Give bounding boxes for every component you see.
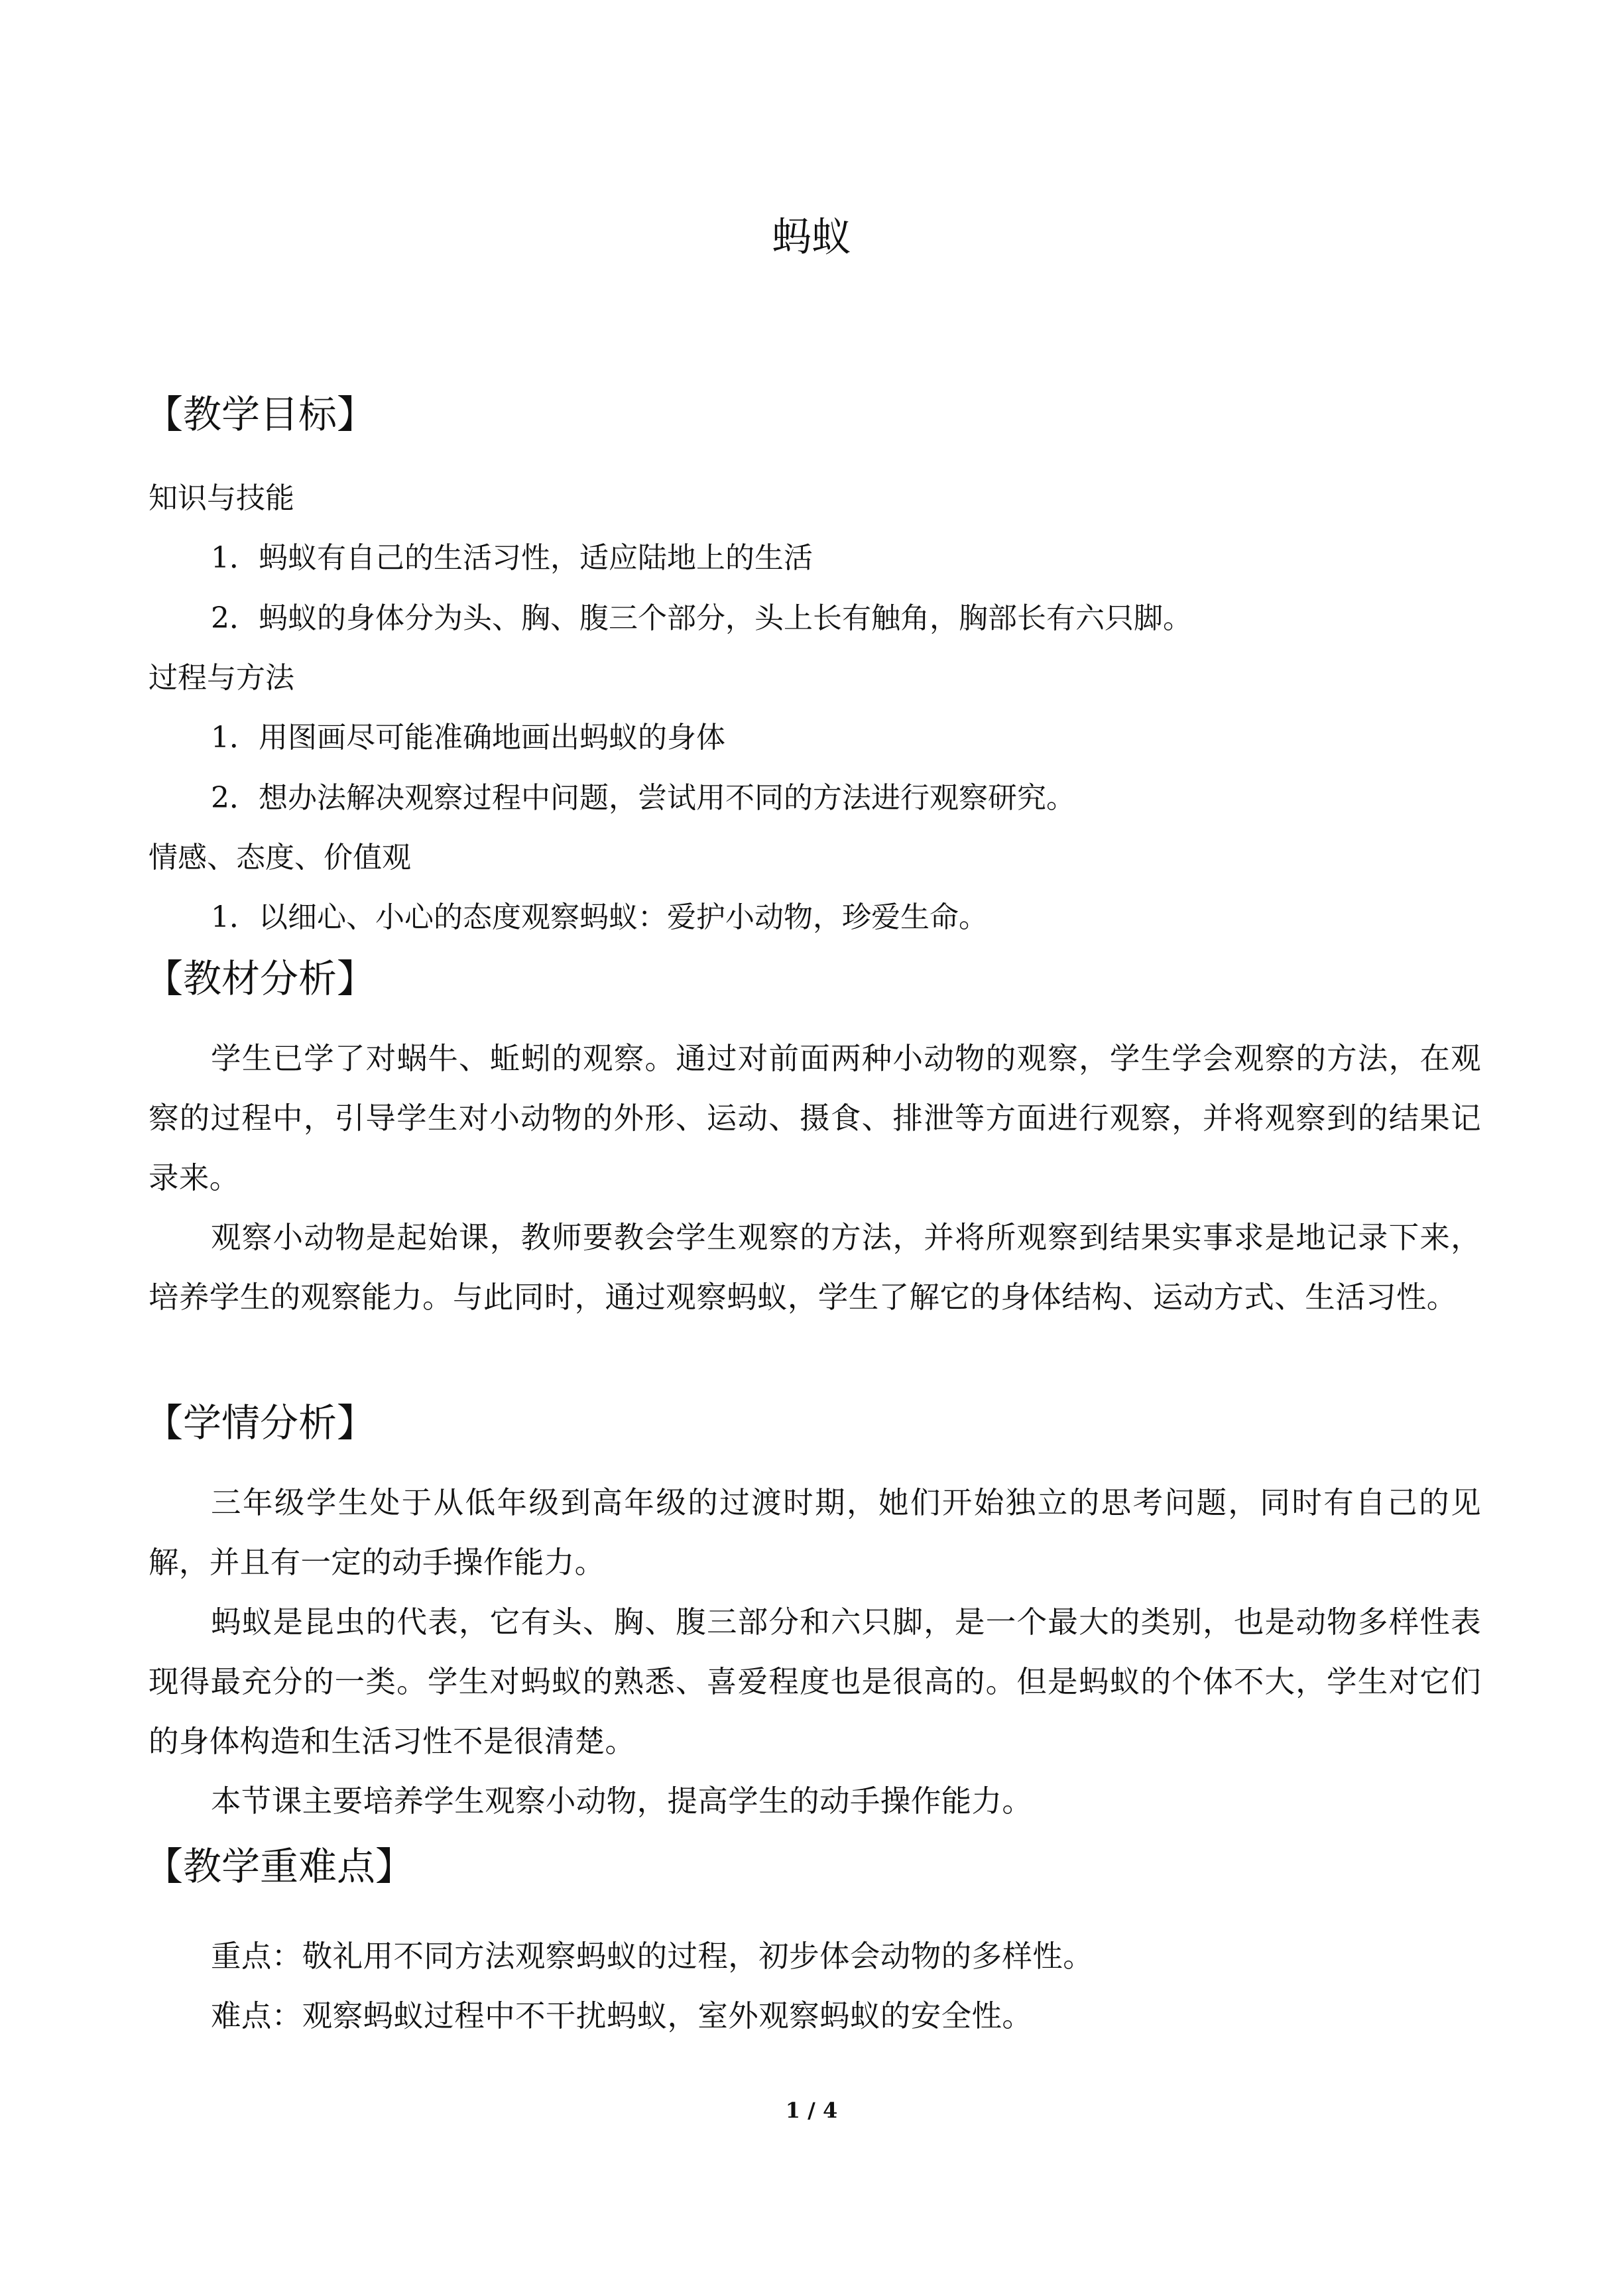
section-heading-material: 【教材分析】 <box>145 956 376 1001</box>
material-paragraph-2: 观察小动物是起始课，教师要教会学生观察的方法，并将所观察到结果实事求是地记录下来，培养学生的观察能力。与此同时，通过观察蚂蚁，学生了解它的身体结构、运动方式、生活习性。 <box>149 1220 1481 1315</box>
knowledge-item-1: 1．蚂蚁有自己的生活习性，适应陆地上的生活 <box>211 541 813 575</box>
key-point-focus: 重点：敬礼用不同方法观察蚂蚁的过程，初步体会动物的多样性。 <box>211 1939 1094 1974</box>
knowledge-item-2: 2．蚂蚁的身体分为头、胸、腹三个部分，头上长有触角，胸部长有六只脚。 <box>211 601 1192 635</box>
students-paragraph-2: 蚂蚁是昆虫的代表，它有头、胸、腹三部分和六只脚，是一个最大的类别，也是动物多样性表现得最充分的一类。学生对蚂蚁的熟悉、喜爱程度也是很高的。但是蚂蚁的个体不大，学生对它们的身体构造和生活习性不是很清楚。 <box>149 1604 1481 1759</box>
students-paragraph-3: 本节课主要培养学生观察小动物，提高学生的动手操作能力。 <box>211 1783 1033 1819</box>
section-heading-students: 【学情分析】 <box>145 1400 376 1445</box>
section-heading-key-points: 【教学重难点】 <box>145 1844 414 1889</box>
page-title: 蚂蚁 <box>772 214 851 261</box>
process-item-1: 1．用图画尽可能准确地画出蚂蚁的身体 <box>211 721 725 755</box>
process-item-2: 2．想办法解决观察过程中问题，尝试用不同的方法进行观察研究。 <box>211 781 1075 815</box>
subheading-process: 过程与方法 <box>149 661 294 695</box>
key-point-difficulty: 难点：观察蚂蚁过程中不干扰蚂蚁，室外观察蚂蚁的安全性。 <box>211 1998 1033 2033</box>
page-number: 1 / 4 <box>785 2098 838 2123</box>
subheading-knowledge: 知识与技能 <box>149 481 294 515</box>
students-paragraph-1: 三年级学生处于从低年级到高年级的过渡时期，她们开始独立的思考问题，同时有自己的见解，并且有一定的动手操作能力。 <box>149 1485 1481 1580</box>
section-heading-objectives: 【教学目标】 <box>145 392 376 437</box>
attitude-item-1: 1．以细心、小心的态度观察蚂蚁：爱护小动物，珍爱生命。 <box>211 900 988 934</box>
material-paragraph-1: 学生已学了对蜗牛、蚯蚓的观察。通过对前面两种小动物的观察，学生学会观察的方法，在观察的过程中，引导学生对小动物的外形、运动、摄食、排泄等方面进行观察，并将观察到的结果记录来。 <box>149 1041 1481 1195</box>
subheading-attitude: 情感、态度、价值观 <box>149 841 411 875</box>
